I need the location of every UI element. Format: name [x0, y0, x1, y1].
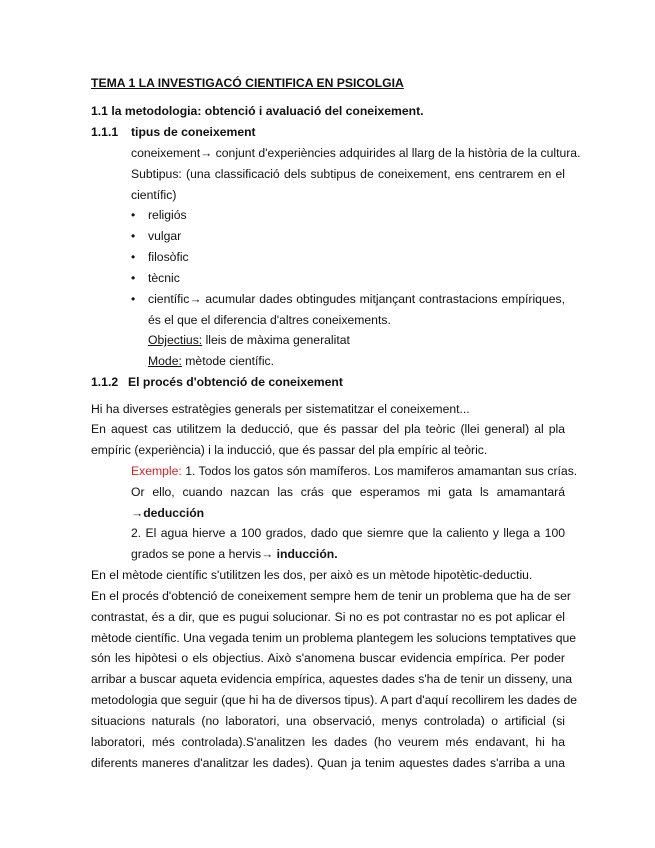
paragraph-proces-line: arribar a buscar aqueta evidencia empírica, aquestes dades s'ha de tenir un disseny, una [91, 672, 573, 686]
paragraph-strategies: Hi ha diverses estratègies generals per sistematitzar el coneixement... [91, 402, 470, 416]
paragraph-proces-line: metodologia que seguir (que hi ha de diversos tipus). A part d'aquí recollirem les dades de [91, 693, 578, 707]
bullet-dot-icon: • [131, 208, 136, 222]
list-item: religiós [148, 208, 187, 222]
deduccion-label: deducción [143, 506, 205, 520]
objectius-line [148, 333, 350, 348]
bullet-dot-icon: • [131, 292, 136, 306]
definition-line: coneixement→ conjunt d'experiències adquirides al llarg de la història de la cultura. [131, 146, 581, 160]
mode-text: mètode científic. [181, 354, 275, 368]
doc-title: TEMA 1 LA INVESTIGACÓ CIENTIFICA EN PSICOLGIA [91, 76, 404, 90]
paragraph-deduccio-line-1: En aquest cas utilitzem la deducció, que és passar del pla teòric (llei general) al pla [91, 422, 565, 436]
bullet-dot-icon: • [131, 250, 136, 264]
paragraph-proces-line: mètode científic. Una vegada tenim un problema plantegem les solucions temptatives que [91, 631, 577, 645]
paragraph-proces-line: situacions naturals (no laboratori, una observació, menys controlada) o artificial (si [91, 714, 565, 728]
heading-1-1-2-text: El procés d'obtenció de coneixement [128, 375, 343, 389]
list-item-cientific-line-2: és el que el diferencia d'altres coneixements. [148, 313, 391, 327]
example-2-text: grados se pone a hervis→ [131, 547, 277, 561]
list-item: tècnic [148, 271, 180, 285]
subtipus-line-2: científic) [131, 188, 177, 202]
example-label: Exemple: [131, 464, 182, 478]
list-item: vulgar [148, 229, 182, 243]
paragraph-proces-line: són les hipòtesi o els objectius. Això s'anomena buscar evidencia empírica. Per poder [91, 651, 565, 665]
heading-1-1: 1.1 la metodologia: obtenció i avaluació del coneixement. [91, 104, 424, 118]
bullet-dot-icon: • [131, 271, 136, 285]
paragraph-proces-line: contrastat, és a dir, que es pugui solucionar. Si no es pot contrastar no es pot aplicar el [91, 610, 565, 624]
example-1-line-3 [131, 506, 204, 521]
example-2-line-1: 2. El agua hierve a 100 grados, dado que siemre que la caliento y llega a 100 [131, 526, 565, 540]
example-2-line-2 [131, 547, 338, 562]
heading-1-1-1-number: 1.1.1 [91, 125, 119, 139]
bullet-dot-icon: • [131, 229, 136, 243]
induccion-label: inducción. [276, 547, 338, 561]
objectius-label: Objectius: [148, 333, 203, 347]
list-item: filosòfic [148, 250, 189, 264]
paragraph-deduccio-line-2: empíric (experiència) i la inducció, que és passar del pla empíric al teòric. [91, 443, 488, 457]
paragraph-proces-line: En el procés d'obtenció de coneixement sempre hem de tenir un problema que ha de ser [91, 589, 571, 603]
mode-label: Mode: [148, 354, 182, 368]
list-item-cientific-line-1: científic→ acumular dades obtingudes mitjançant contrastacions empíriques, [148, 292, 565, 306]
paragraph-hipotetic-deductiu: En el mètode científic s'utilitzen les dos, per això es un mètode hipotètic-deductiu. [91, 568, 533, 582]
heading-1-1-2-number: 1.1.2 [91, 375, 119, 389]
heading-1-1-1-text: tipus de coneixement [131, 125, 256, 139]
example-1-text: 1. Todos los gatos són mamíferos. Los mamiferos amamantan sus crías. [181, 464, 578, 478]
subtipus-line-1: Subtipus: (una classificació dels subtipus de coneixement, ens centrarem en el [131, 167, 565, 181]
paragraph-proces-line: laboratori, més controlada).S'analitzen les dades (ho veurem més endavant, hi ha [91, 735, 565, 749]
paragraph-proces-line: diferents maneres d'analitzar les dades). Quan ja tenim aquestes dades s'arriba a una [91, 756, 565, 770]
objectius-text: lleis de màxima generalitat [202, 333, 350, 347]
example-1-line-1 [131, 464, 578, 479]
example-1-line-2: Or ello, cuando nazcan las crás que esperamos mi gata ls amamantará [131, 485, 565, 499]
mode-line [148, 354, 274, 369]
arrow-icon: → [131, 506, 144, 520]
